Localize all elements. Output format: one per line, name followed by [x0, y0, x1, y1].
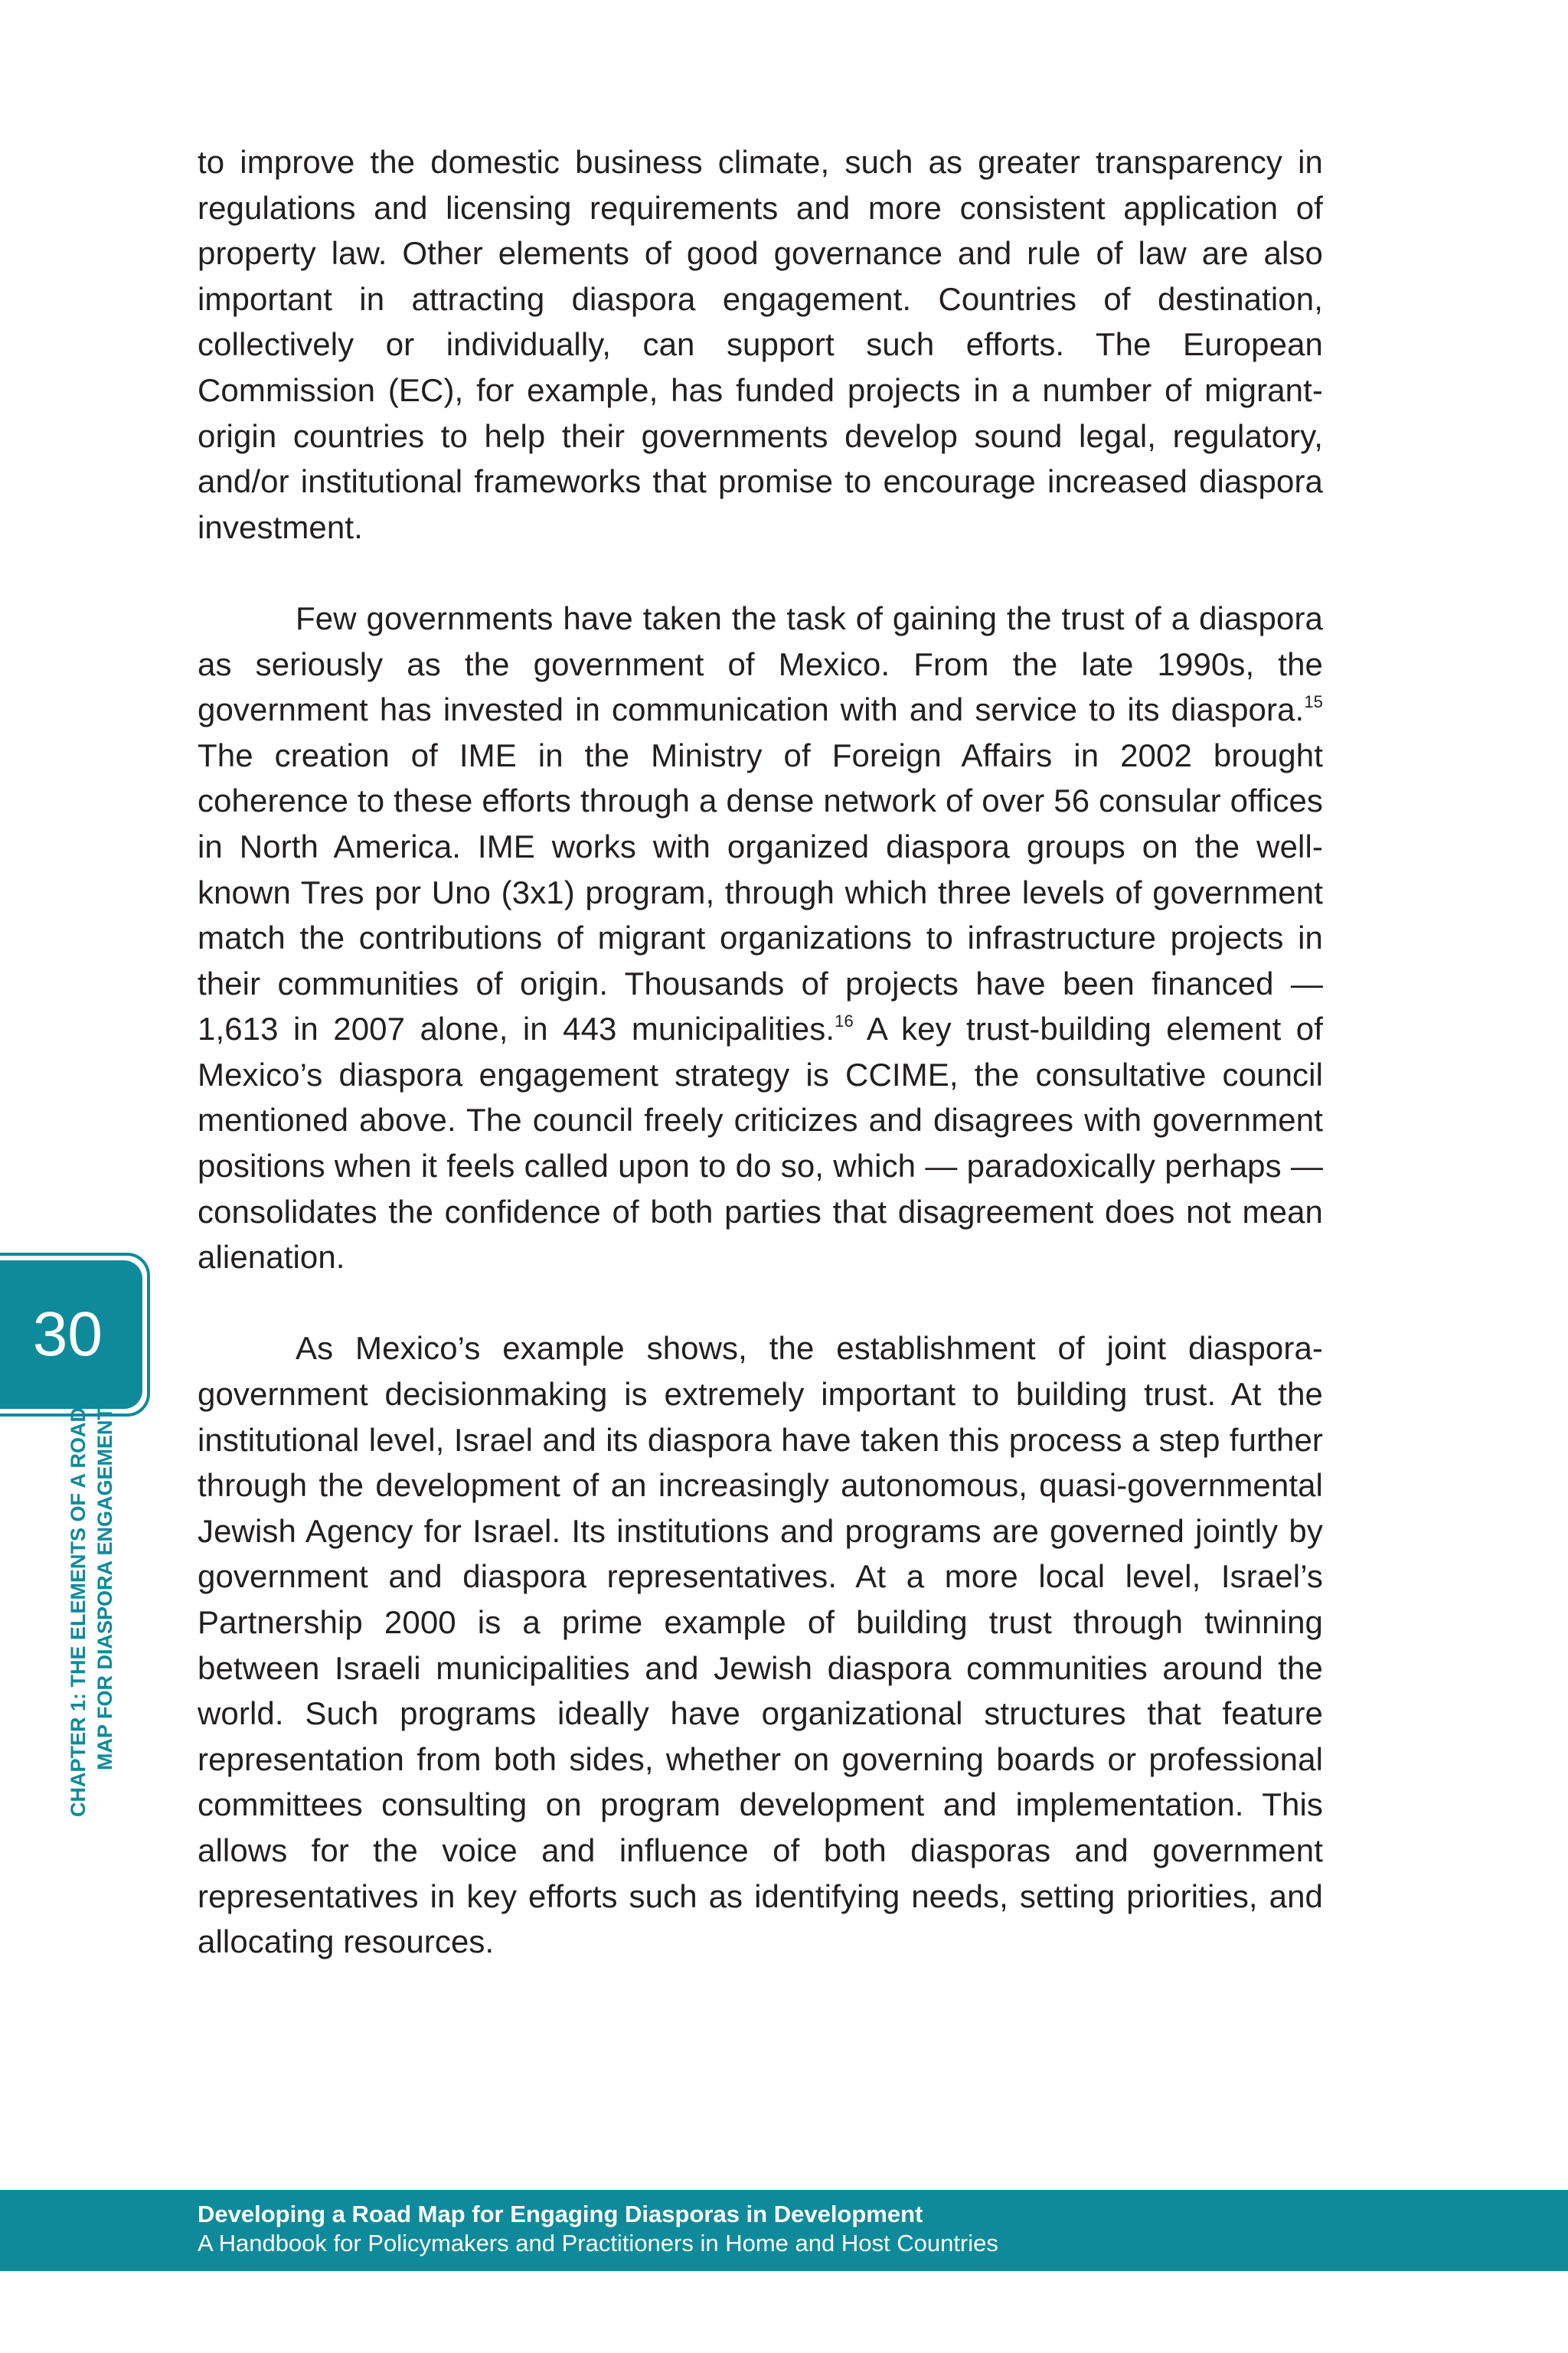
paragraph-3: As Mexico’s example shows, the establishment of joint diaspora-government decisionmaking is extremely important to building trust. At the institutional level, Israel and its diaspora have taken this process a step further through the development of an increasingly autonomous, quasi-governmental Jewish Agency for Israel. Its institutions and programs are governed jointly by government and diaspora representatives. At a more local level, Israel’s Partnership 2000 is a prime example of building trust through twinning between Israeli municipalities and Jewish diaspora communities around the world. Such programs ideally have organizational structures that feature representation from both sides, whether on governing boards or professional committees consulting on program development and implementation. This allows for the voice and influence of both diasporas and government representatives in key efforts such as identifying needs, setting priorities, and allocating resources.: [198, 1330, 1323, 1960]
page-number: 30: [32, 1299, 103, 1369]
footnote-ref-15: 15: [1304, 692, 1323, 712]
footer-band: [0, 2190, 1568, 2271]
paragraph-2-part-3: A key trust-building element of Mexico’s diaspora engagement strategy is CCIME, the consultative council mentioned above. The council freely criticizes and disagrees with government positions when it feels called upon to do so, which — paradoxically perhaps — consolidates the confidence of both parties that disagreement does not mean alienation.: [198, 1011, 1323, 1276]
chapter-label-line-2: MAP FOR DIASPORA ENGAGEMENT: [93, 1407, 116, 1771]
paragraph-2-part-1: Few governments have taken the task of gaining the trust of a diaspora as seriously as the government of Mexico. From the late 1990s, the government has invested in communication with and service to its diaspora.: [198, 600, 1323, 728]
chapter-side-label: [65, 1407, 119, 1882]
paragraph-2-part-2: The creation of IME in the Ministry of Foreign Affairs in 2002 brought coherence to these efforts through a dense network of over 56 consular offices in North America. IME works with organized diaspora groups on the well-known Tres por Uno (3x1) program, through which three levels of government match the contributions of migrant organizations to infrastructure projects in their communities of origin. Thousands of projects have been financed — 1,613 in 2007 alone, in 443 municipalities.: [198, 737, 1323, 1047]
footer-subtitle: A Handbook for Policymakers and Practitioners in Home and Host Countries: [198, 2230, 998, 2257]
paragraph-2: [198, 596, 1323, 1280]
footer-title: Developing a Road Map for Engaging Diasporas in Development: [198, 2201, 923, 2227]
footnote-ref-16: 16: [835, 1011, 854, 1031]
paragraph-1: to improve the domestic business climate, such as greater transparency in regulations and licensing requirements and more consistent application of property law. Other elements of good governance and rule of law are also important in attracting diaspora engagement. Countries of destination, collectively or individually, can support such efforts. The European Commission (EC), for example, has funded projects in a number of migrant-origin countries to help their governments develop sound legal, regulatory, and/or institutional frameworks that promise to encourage increased diaspora investment.: [198, 144, 1323, 545]
chapter-label-line-1: CHAPTER 1: THE ELEMENTS OF A ROAD: [67, 1407, 90, 1818]
body-text: [198, 139, 1323, 1965]
page-number-tab: [0, 1260, 142, 1409]
